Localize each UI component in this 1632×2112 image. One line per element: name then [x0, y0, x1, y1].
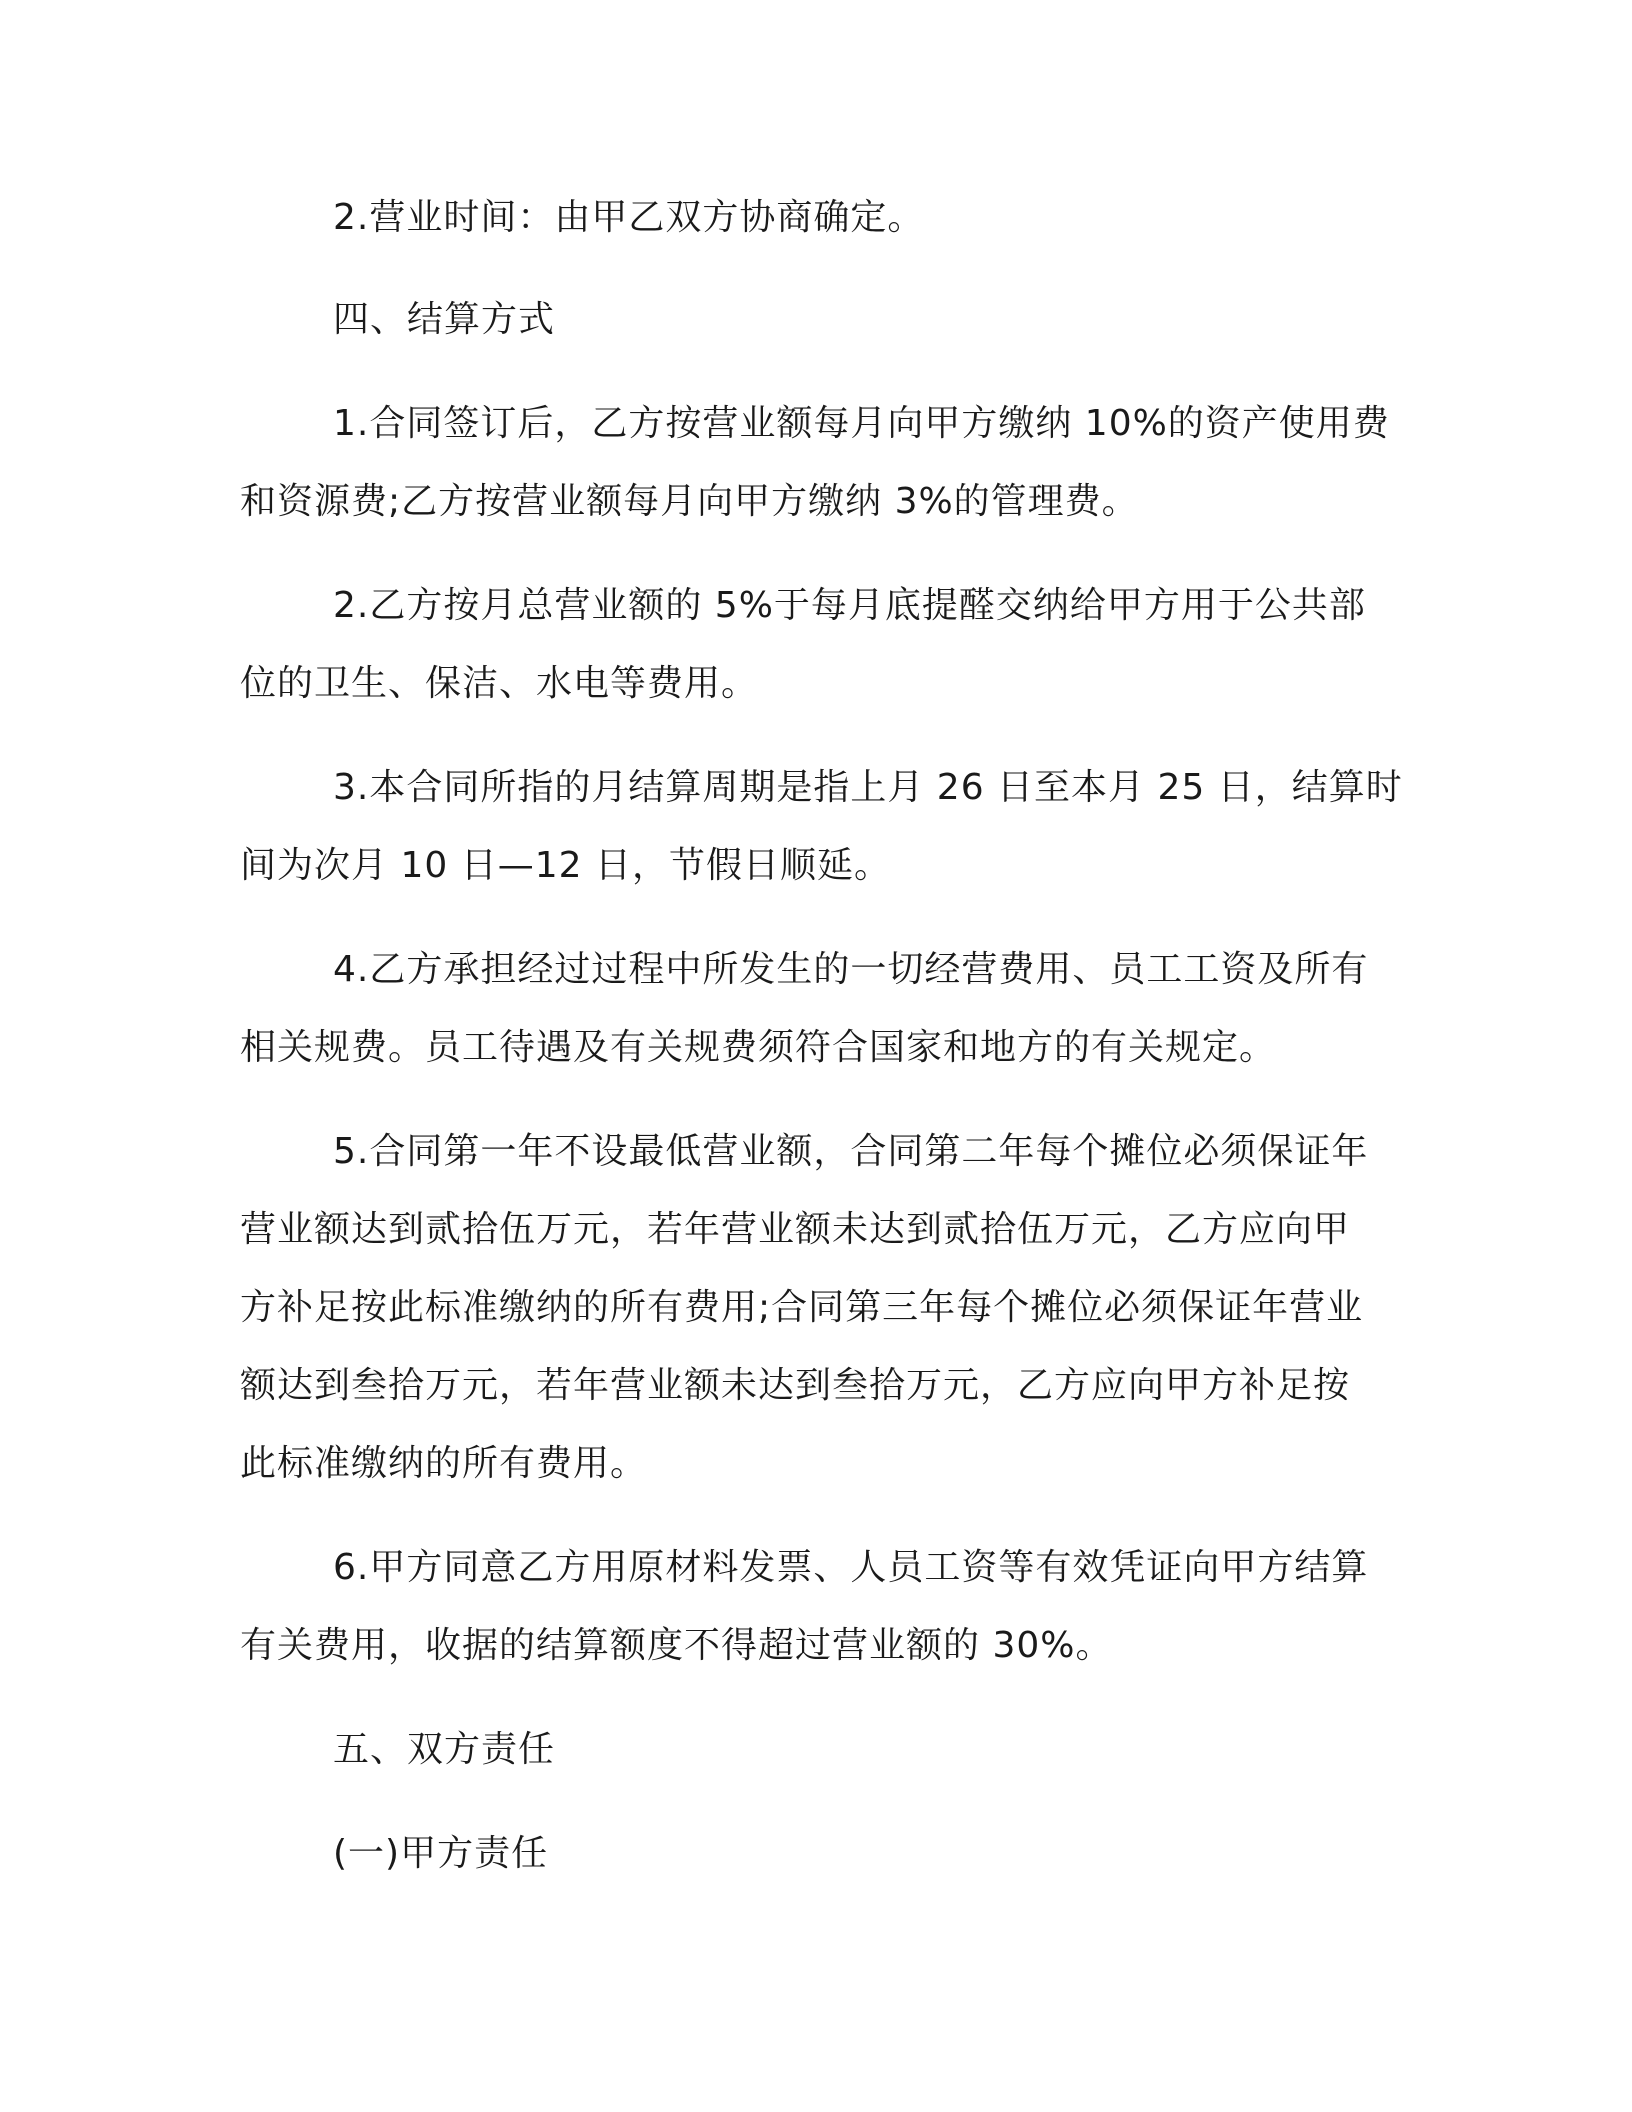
text-line-business-hours: 2.营业时间：由甲乙双方协商确定。	[333, 197, 925, 238]
text-line-clause-5b: 营业额达到贰拾伍万元，若年营业额未达到贰拾伍万元，乙方应向甲	[240, 1209, 1351, 1250]
text-line-clause-5c: 方补足按此标准缴纳的所有费用;合同第三年每个摊位必须保证年营业	[240, 1287, 1364, 1328]
text-line-clause-1b: 和资源费;乙方按营业额每月向甲方缴纳 3%的管理费。	[240, 481, 1139, 522]
text-line-clause-2b: 位的卫生、保洁、水电等费用。	[240, 663, 759, 704]
subsection-heading-party-a: (一)甲方责任	[333, 1833, 549, 1874]
text-line-clause-4b: 相关规费。员工待遇及有关规费须符合国家和地方的有关规定。	[240, 1027, 1277, 1068]
section-heading-settlement: 四、结算方式	[333, 299, 556, 340]
text-line-clause-2a: 2.乙方按月总营业额的 5%于每月底提醛交纳给甲方用于公共部	[333, 585, 1366, 626]
text-line-clause-3a: 3.本合同所指的月结算周期是指上月 26 日至本月 25 日，结算时	[333, 767, 1403, 808]
text-line-clause-1a: 1.合同签订后，乙方按营业额每月向甲方缴纳 10%的资产使用费	[333, 403, 1390, 444]
text-line-clause-5a: 5.合同第一年不设最低营业额，合同第二年每个摊位必须保证年	[333, 1131, 1369, 1172]
text-line-clause-5d: 额达到叁拾万元，若年营业额未达到叁拾万元，乙方应向甲方补足按	[240, 1365, 1351, 1406]
text-line-clause-5e: 此标准缴纳的所有费用。	[240, 1443, 648, 1484]
text-line-clause-6a: 6.甲方同意乙方用原材料发票、人员工资等有效凭证向甲方结算	[333, 1547, 1369, 1588]
section-heading-responsibilities: 五、双方责任	[333, 1729, 556, 1770]
text-line-clause-6b: 有关费用，收据的结算额度不得超过营业额的 30%。	[240, 1625, 1113, 1666]
text-line-clause-3b: 间为次月 10 日—12 日，节假日顺延。	[240, 845, 891, 886]
text-line-clause-4a: 4.乙方承担经过过程中所发生的一切经营费用、员工工资及所有	[333, 949, 1369, 990]
